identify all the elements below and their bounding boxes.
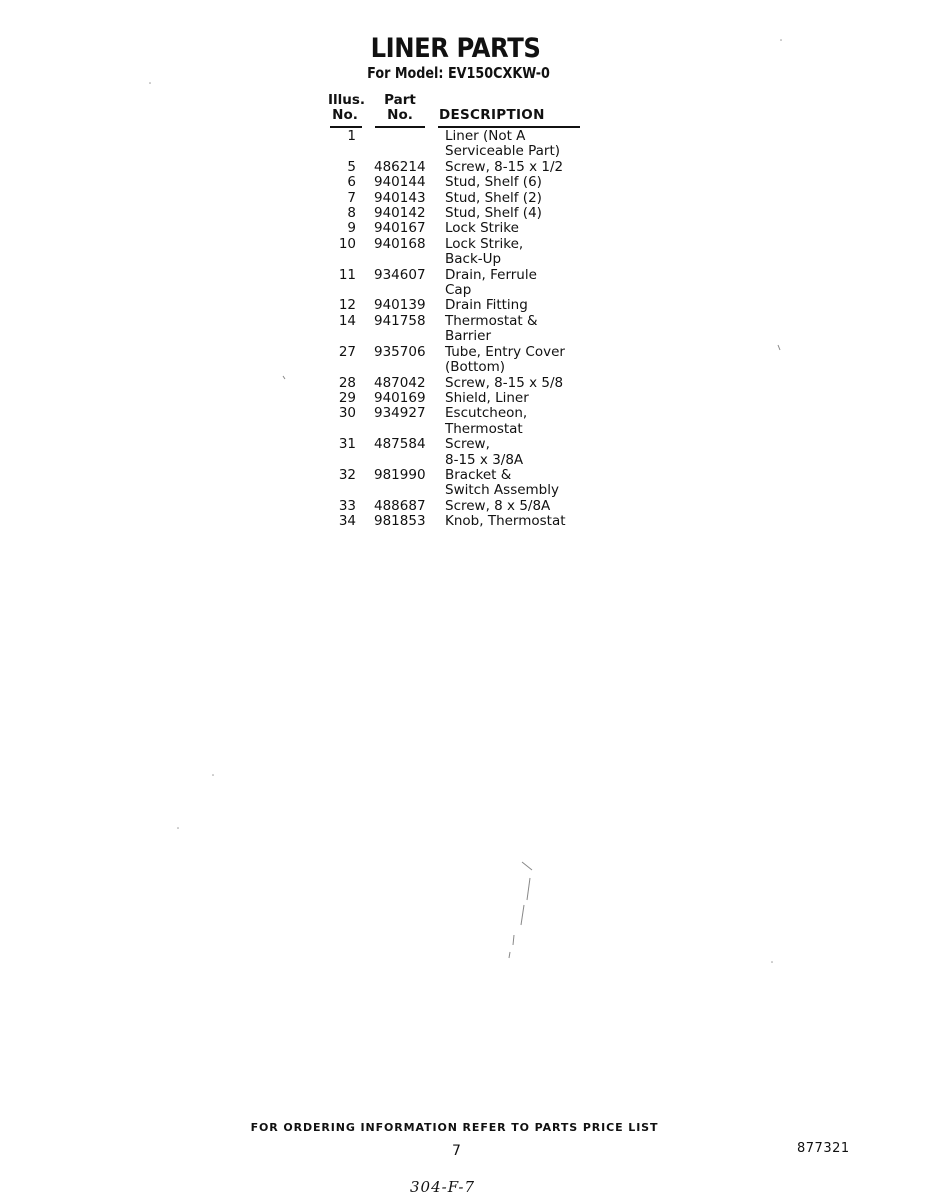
- part-description: Thermostat & Barrier: [445, 312, 538, 345]
- handwritten-note: 304-F-7: [410, 1178, 476, 1196]
- scan-speck: [522, 862, 532, 870]
- part-number: 941758: [374, 312, 426, 329]
- part-description: Lock Strike, Back-Up: [445, 235, 524, 268]
- illus-number: 33: [338, 497, 356, 514]
- illus-number: 31: [338, 436, 356, 453]
- illus-number: 9: [347, 220, 356, 237]
- scan-speck: [527, 878, 530, 900]
- illus-number: 32: [338, 466, 356, 483]
- part-number: 940167: [374, 220, 426, 237]
- part-number: 940142: [374, 205, 426, 222]
- scan-speck: [212, 774, 214, 776]
- part-description: Screw, 8-15 x 3/8A: [445, 436, 524, 468]
- part-number: 940139: [374, 297, 426, 314]
- part-number: 934927: [374, 405, 426, 422]
- part-number: 981853: [374, 513, 426, 530]
- header-illus-label: Illus. No.: [328, 92, 366, 123]
- illus-number: 5: [347, 158, 356, 175]
- part-description: Tube, Entry Cover (Bottom): [445, 343, 565, 376]
- scan-speck: [521, 905, 524, 925]
- illus-number: 30: [338, 405, 356, 422]
- illus-number: 29: [338, 389, 356, 406]
- part-number: 981990: [374, 466, 426, 483]
- illus-number: 34: [338, 513, 356, 530]
- illus-number: 12: [338, 297, 356, 314]
- part-description: Liner (Not A Serviceable Part): [445, 128, 561, 160]
- illus-number: 28: [338, 374, 356, 391]
- page-number: 7: [452, 1143, 461, 1159]
- page-title: LINER PARTS: [370, 33, 541, 64]
- part-description: Screw, 8-15 x 1/2: [445, 158, 564, 175]
- part-description: Drain, Ferrule Cap: [445, 266, 537, 299]
- part-description: Lock Strike: [445, 220, 519, 237]
- part-number: 940144: [374, 174, 426, 191]
- scan-speck: [780, 39, 782, 41]
- part-number: 488687: [374, 497, 426, 514]
- illus-number: 6: [347, 174, 356, 191]
- part-description: Escutcheon, Thermostat: [445, 405, 528, 437]
- scan-speck: [283, 376, 285, 379]
- document-number: 877321: [797, 1141, 850, 1156]
- header-description: DESCRIPTION: [439, 107, 545, 123]
- illus-number: 14: [338, 312, 356, 329]
- part-number: 935706: [374, 343, 426, 360]
- illus-number: 11: [338, 266, 356, 283]
- part-description: Knob, Thermostat: [445, 513, 566, 530]
- part-description: Screw, 8 x 5/8A: [445, 497, 551, 514]
- part-number: 934607: [374, 266, 426, 283]
- part-number: 486214: [374, 158, 426, 175]
- illus-number: 7: [347, 189, 356, 206]
- part-description: Drain Fitting: [445, 297, 528, 314]
- part-description: Stud, Shelf (4): [445, 205, 542, 222]
- illus-number: 27: [338, 343, 356, 360]
- part-description: Screw, 8-15 x 5/8: [445, 374, 564, 391]
- illus-number: 1: [347, 128, 356, 144]
- part-number: 940143: [374, 189, 426, 206]
- scan-speck: [177, 827, 179, 829]
- illus-number: 8: [347, 205, 356, 222]
- scan-speck: [149, 82, 151, 84]
- header-part-label: Part No.: [384, 92, 416, 123]
- part-number: 487042: [374, 374, 426, 391]
- ordering-info-note: FOR ORDERING INFORMATION REFER TO PARTS PRICE LIST: [250, 1121, 659, 1134]
- part-description: Bracket & Switch Assembly: [445, 466, 559, 499]
- scan-speck: [509, 952, 510, 958]
- part-description: Stud, Shelf (6): [445, 174, 542, 191]
- part-number: 487584: [374, 436, 426, 453]
- part-description: Stud, Shelf (2): [445, 189, 542, 206]
- scan-speck: [513, 935, 514, 945]
- scan-speck: [778, 345, 780, 350]
- illus-number: 10: [338, 235, 356, 252]
- part-description: Shield, Liner: [445, 389, 529, 406]
- page-subtitle: For Model: EV150CXKW-0: [367, 64, 550, 82]
- part-number: 940169: [374, 389, 426, 406]
- scan-speck: [771, 961, 773, 963]
- part-number: 940168: [374, 235, 426, 252]
